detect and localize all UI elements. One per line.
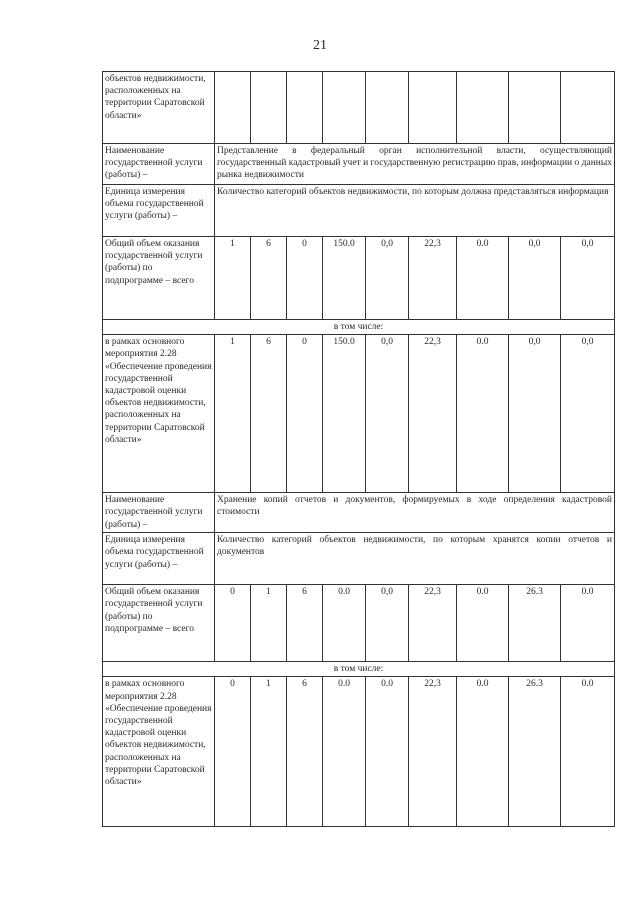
- value-cell: 1: [251, 585, 287, 662]
- value-cell: 0.0: [323, 585, 366, 662]
- subheader-cell: в том числе:: [103, 320, 615, 335]
- value-cell: 22,3: [409, 585, 457, 662]
- value-cell: 150.0: [323, 237, 366, 320]
- value-cell: 1: [215, 237, 251, 320]
- description-cell: Количество категорий объектов недвижимости, по которым хранятся копии отчетов и документов: [215, 533, 615, 585]
- row-label-cell: в рамках основного мероприятия 2.28 «Обеспечение проведения государственной кадастровой оценки объектов недвижимости, расположенных на территории Саратовской области»: [103, 335, 215, 493]
- value-cell: 0.0: [561, 585, 615, 662]
- table-row: [103, 72, 615, 144]
- table-row: [103, 493, 615, 533]
- value-cell: 0: [287, 335, 323, 493]
- row-label-cell: Единица измерения объема государственной услуги (работы) –: [103, 185, 215, 237]
- value-cell: [251, 72, 287, 144]
- description-cell: Количество категорий объектов недвижимости, по которым должна представляться информация: [215, 185, 615, 237]
- value-cell: 0: [215, 585, 251, 662]
- value-cell: 0.0: [457, 677, 509, 827]
- table-row: [103, 662, 615, 677]
- value-cell: [215, 72, 251, 144]
- row-label-cell: объектов недвижимости, расположенных на территории Саратовской области»: [103, 72, 215, 144]
- value-cell: 22,3: [409, 335, 457, 493]
- row-label-cell: Наименование государственной услуги (работы) –: [103, 493, 215, 533]
- table-row: [103, 533, 615, 585]
- value-cell: [509, 72, 561, 144]
- value-cell: 26.3: [509, 585, 561, 662]
- description-cell: Хранение копий отчетов и документов, формируемых в ходе определения кадастровой стоимости: [215, 493, 615, 533]
- value-cell: 0.0: [457, 335, 509, 493]
- value-cell: 0: [215, 677, 251, 827]
- row-label-cell: Наименование государственной услуги (работы) –: [103, 144, 215, 185]
- value-cell: [409, 72, 457, 144]
- value-cell: 0,0: [366, 237, 409, 320]
- table-row: [103, 237, 615, 320]
- value-cell: 150.0: [323, 335, 366, 493]
- value-cell: [323, 72, 366, 144]
- value-cell: 0.0: [366, 677, 409, 827]
- value-cell: 0,0: [561, 335, 615, 493]
- row-label-cell: в рамках основного мероприятия 2.28 «Обеспечение проведения государственной кадастровой оценки объектов недвижимости, расположенных на территории Саратовской области»: [103, 677, 215, 827]
- subheader-cell: в том числе:: [103, 662, 615, 677]
- page-number: 21: [313, 38, 327, 53]
- value-cell: [561, 72, 615, 144]
- value-cell: 6: [251, 237, 287, 320]
- table-row: [103, 585, 615, 662]
- value-cell: 6: [287, 677, 323, 827]
- document-table: [102, 71, 615, 827]
- value-cell: 22,3: [409, 237, 457, 320]
- value-cell: 1: [215, 335, 251, 493]
- description-cell: Представление в федеральный орган исполнительной власти, осуществляющий государственный кадастровый учет и государственную регистрацию прав, информации о данных рынка недвижимости: [215, 144, 615, 185]
- value-cell: 0,0: [366, 335, 409, 493]
- value-cell: 0,0: [509, 237, 561, 320]
- value-cell: 0,0: [366, 585, 409, 662]
- value-cell: [287, 72, 323, 144]
- value-cell: 6: [287, 585, 323, 662]
- value-cell: 0,0: [561, 237, 615, 320]
- row-label-cell: Общий объем оказания государственной услуги (работы) по подпрограмме – всего: [103, 237, 215, 320]
- table-row: [103, 677, 615, 827]
- value-cell: 0: [287, 237, 323, 320]
- table-row: [103, 335, 615, 493]
- table-row: [103, 144, 615, 185]
- value-cell: [366, 72, 409, 144]
- value-cell: 26.3: [509, 677, 561, 827]
- value-cell: 0,0: [509, 335, 561, 493]
- row-label-cell: Общий объем оказания государственной услуги (работы) по подпрограмме – всего: [103, 585, 215, 662]
- row-label-cell: Единица измерения объема государственной услуги (работы) –: [103, 533, 215, 585]
- value-cell: 22,3: [409, 677, 457, 827]
- value-cell: [457, 72, 509, 144]
- table-row: [103, 185, 615, 237]
- value-cell: 0.0: [323, 677, 366, 827]
- value-cell: 0.0: [457, 237, 509, 320]
- table-row: [103, 320, 615, 335]
- value-cell: 6: [251, 335, 287, 493]
- value-cell: 0.0: [457, 585, 509, 662]
- value-cell: 1: [251, 677, 287, 827]
- value-cell: 0.0: [561, 677, 615, 827]
